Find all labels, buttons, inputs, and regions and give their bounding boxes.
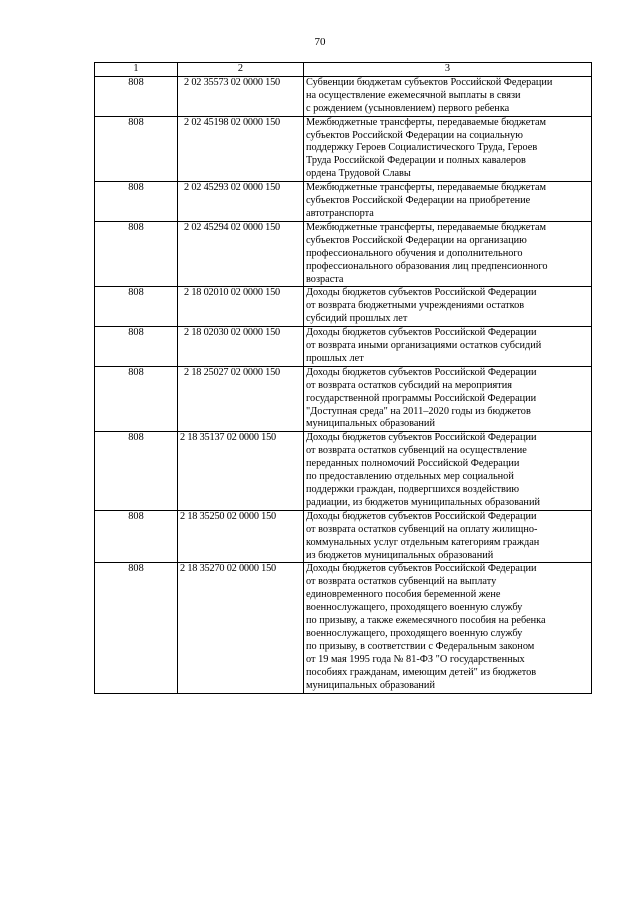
- description-cell: [304, 76, 592, 116]
- table-row: [95, 563, 592, 693]
- description-line: по призыву, а также ежемесячного пособия на ребенка: [306, 615, 546, 627]
- description-line: переданных полномочий Российской Федерации: [306, 458, 520, 470]
- description-cell: [304, 221, 592, 287]
- revenue-code-cell: 2 02 45293 02 0000 150: [178, 182, 304, 222]
- description-line: возраста: [306, 273, 344, 285]
- description-cell: [304, 563, 592, 693]
- description-line: Доходы бюджетов субъектов Российской Федерации: [306, 366, 537, 378]
- table-row: [95, 182, 592, 222]
- table-row: [95, 116, 592, 182]
- description-line: от возврата остатков субсидий на мероприятия: [306, 379, 512, 391]
- description-line: по призыву, в соответствии с Федеральным законом: [306, 640, 535, 652]
- description-line: военнослужащего, проходящего военную службу: [306, 627, 523, 639]
- table-row: [95, 510, 592, 563]
- revenue-code-cell: 2 18 25027 02 0000 150: [178, 366, 304, 432]
- description-line: субъектов Российской Федерации на организацию: [306, 234, 527, 246]
- description-line: Доходы бюджетов субъектов Российской Федерации: [306, 287, 537, 299]
- column-header-3: 3: [304, 63, 592, 77]
- description-line: профессионального образования лиц предпенсионного: [306, 260, 548, 272]
- admin-code-cell: 808: [95, 116, 178, 182]
- description-line: от возврата остатков субвенций на оплату жилищно-: [306, 523, 538, 535]
- description-cell: [304, 510, 592, 563]
- description-line: из бюджетов муниципальных образований: [306, 549, 494, 561]
- description-line: субсидий прошлых лет: [306, 313, 408, 325]
- table-body: [95, 76, 592, 693]
- description-line: "Доступная среда" на 2011–2020 годы из бюджетов: [306, 405, 531, 417]
- table-row: [95, 287, 592, 327]
- description-line: поддержки граждан, подвергшихся воздействию: [306, 484, 520, 495]
- table-row: [95, 327, 592, 367]
- description-line: поддержку Героев Социалистического Труда, Героев: [306, 142, 538, 154]
- description-cell: [304, 366, 592, 432]
- column-header-2: 2: [178, 63, 304, 77]
- description-line: от возврата иными организациями остатков субсидий: [306, 340, 542, 352]
- description-line: автотранспорта: [306, 207, 374, 219]
- description-line: пособиях гражданам, имеющим детей" из бюджетов: [306, 666, 537, 678]
- column-header-1: 1: [95, 63, 178, 77]
- admin-code-cell: 808: [95, 432, 178, 510]
- table-row: [95, 76, 592, 116]
- admin-code-cell: 808: [95, 563, 178, 693]
- description-line: Доходы бюджетов субъектов Российской Федерации: [306, 563, 537, 575]
- description-line: муниципальных образований: [306, 679, 435, 691]
- revenue-code-cell: 2 18 35250 02 0000 150: [178, 510, 304, 563]
- description-line: государственной программы Российской Федерации: [306, 392, 537, 404]
- revenue-code-cell: 2 02 45198 02 0000 150: [178, 116, 304, 182]
- description-line: от возврата бюджетными учреждениями остатков: [306, 300, 525, 312]
- admin-code-cell: 808: [95, 182, 178, 222]
- description-line: коммунальных услуг отдельным категориям граждан: [306, 536, 540, 548]
- description-line: военнослужащего, проходящего военную службу: [306, 602, 523, 614]
- admin-code-cell: 808: [95, 76, 178, 116]
- revenue-code-cell: 2 18 35270 02 0000 150: [178, 563, 304, 693]
- description-line: на осуществление ежемесячной выплаты в связи: [306, 89, 521, 101]
- description-line: Доходы бюджетов субъектов Российской Федерации: [306, 510, 537, 522]
- admin-code-cell: 808: [95, 366, 178, 432]
- description-line: субъектов Российской Федерации на приобретение: [306, 195, 531, 207]
- description-line: субъектов Российской Федерации на социальную: [306, 129, 523, 141]
- description-line: от возврата остатков субвенций на выплату: [306, 576, 497, 588]
- description-line: Межбюджетные трансферты, передаваемые бюджетам: [306, 116, 547, 128]
- admin-code-cell: 808: [95, 510, 178, 563]
- revenue-code-cell: 2 18 02010 02 0000 150: [178, 287, 304, 327]
- revenue-code-cell: 2 18 35137 02 0000 150: [178, 432, 304, 510]
- description-line: профессионального обучения и дополнительного: [306, 247, 523, 259]
- description-cell: [304, 287, 592, 327]
- description-cell: [304, 182, 592, 222]
- description-line: прошлых лет: [306, 352, 364, 364]
- description-line: от возврата остатков субвенций на осуществление: [306, 445, 527, 457]
- description-line: Межбюджетные трансферты, передаваемые бюджетам: [306, 182, 547, 194]
- description-line: Доходы бюджетов субъектов Российской Федерации: [306, 327, 537, 339]
- budget-revenue-table: [94, 62, 592, 694]
- description-line: от 19 мая 1995 года № 81-ФЗ "О государственных: [306, 653, 525, 665]
- description-line: ордена Трудовой Славы: [306, 168, 411, 180]
- description-line: Субвенции бюджетам субъектов Российской Федерации: [306, 76, 553, 88]
- table-row: [95, 366, 592, 432]
- description-line: муниципальных образований: [306, 418, 435, 430]
- revenue-code-cell: 2 18 02030 02 0000 150: [178, 327, 304, 367]
- table-row: [95, 221, 592, 287]
- description-line: по предоставлению отдельных мер социальной: [306, 471, 514, 483]
- description-line: с рождением (усыновлением) первого ребенка: [306, 102, 510, 114]
- admin-code-cell: 808: [95, 287, 178, 327]
- page-number: 70: [314, 36, 326, 48]
- table-header-row: [95, 63, 592, 77]
- admin-code-cell: 808: [95, 327, 178, 367]
- revenue-code-cell: 2 02 35573 02 0000 150: [178, 76, 304, 116]
- description-cell: [304, 327, 592, 367]
- description-line: единовременного пособия беременной жене: [306, 589, 501, 601]
- description-line: радиации, из бюджетов муниципальных образований: [306, 496, 540, 508]
- revenue-code-cell: 2 02 45294 02 0000 150: [178, 221, 304, 287]
- description-line: Труда Российской Федерации и полных кавалеров: [306, 155, 526, 167]
- admin-code-cell: 808: [95, 221, 178, 287]
- table-row: [95, 432, 592, 510]
- description-cell: [304, 116, 592, 182]
- description-line: Межбюджетные трансферты, передаваемые бюджетам: [306, 221, 547, 233]
- description-cell: [304, 432, 592, 510]
- description-line: Доходы бюджетов субъектов Российской Федерации: [306, 432, 537, 444]
